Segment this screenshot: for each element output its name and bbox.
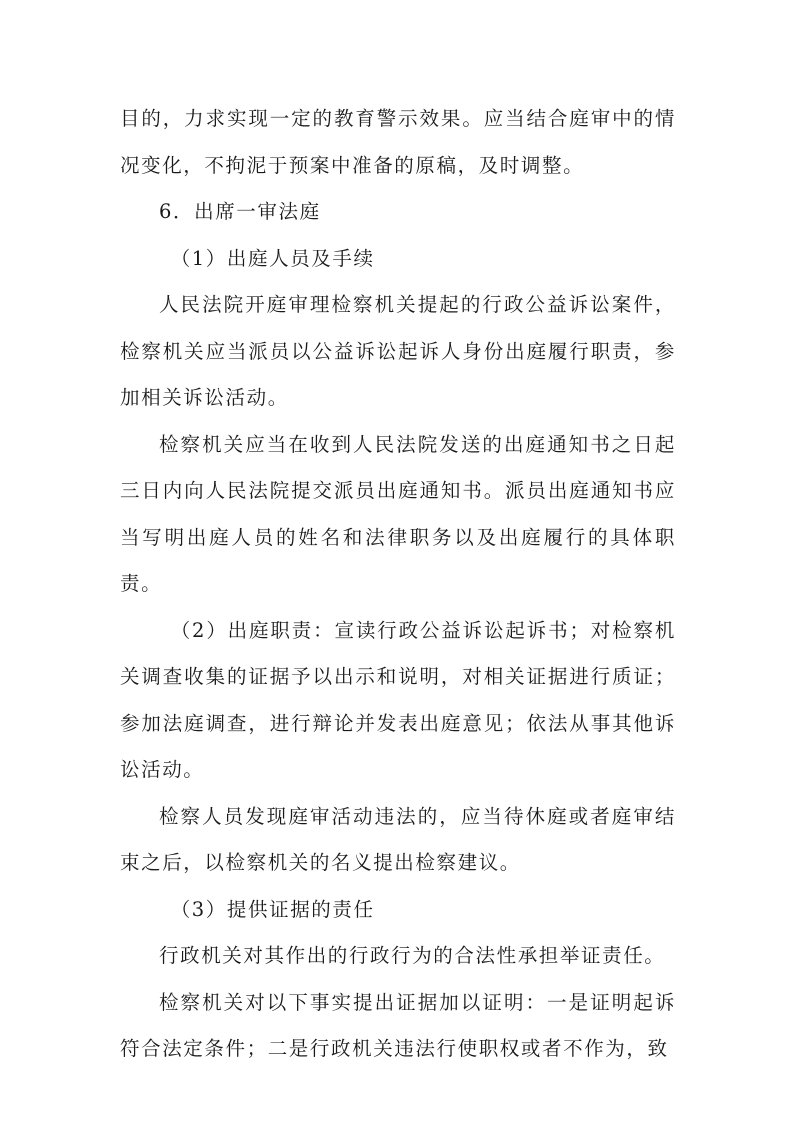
paragraph: 人民法院开庭审理检察机关提起的行政公益诉讼案件，检察机关应当派员以公益诉讼起诉人身份出庭履行职责，参加相关诉讼活动。 xyxy=(120,293,676,409)
subheading-1: （1）出庭人员及手续 xyxy=(170,246,375,270)
paragraph: 检察机关对以下事实提出证据加以证明：一是证明起诉符合法定条件；二是行政机关违法行使职权或者不作为，致 xyxy=(120,990,676,1060)
paragraph: 检察机关应当在收到人民法院发送的出庭通知书之日起三日内向人民法院提交派员出庭通知书。派员出庭通知书应当写明出庭人员的姓名和法律职务以及出庭履行的具体职责。 xyxy=(120,432,676,595)
paragraph-continuation: 目的，力求实现一定的教育警示效果。应当结合庭审中的情况变化，不拘泥于预案中准备的原稿，及时调整。 xyxy=(120,107,676,177)
document-body xyxy=(120,96,676,1073)
subheading-2-paragraph: （2）出庭职责：宣读行政公益诉讼起诉书；对检察机关调查收集的证据予以出示和说明，对相关证据进行质证；参加法庭调查，进行辩论并发表出庭意见；依法从事其他诉讼活动。 xyxy=(120,618,676,781)
paragraph: 行政机关对其作出的行政行为的合法性承担举证责任。 xyxy=(159,944,666,967)
subheading-3: （3）提供证据的责任 xyxy=(170,897,375,921)
section-heading-6: 6．出席一审法庭 xyxy=(159,200,321,223)
paragraph: 检察人员发现庭审活动违法的，应当待休庭或者庭审结束之后，以检察机关的名义提出检察建议。 xyxy=(120,804,676,874)
